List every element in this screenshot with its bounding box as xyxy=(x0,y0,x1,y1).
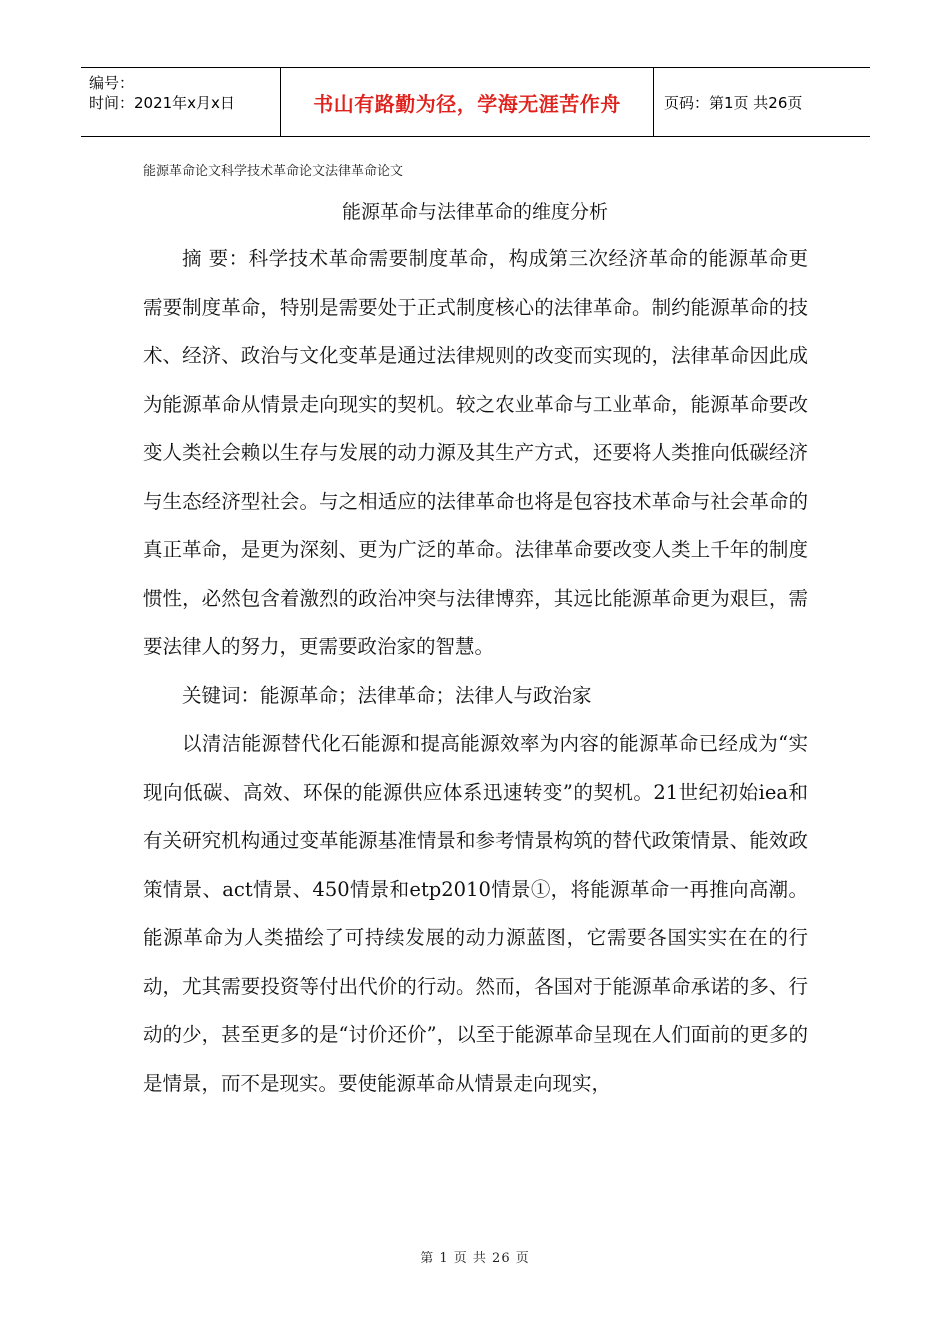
number-label: 编号： xyxy=(89,74,135,92)
keywords-paragraph: 关键词：能源革命；法律革命；法律人与政治家 xyxy=(182,683,592,707)
document-header xyxy=(81,67,870,137)
page-footer: 第 1 页 共 26 页 xyxy=(420,1251,530,1266)
header-page-label: 页码：第1页 共26页 xyxy=(664,93,803,112)
document-body xyxy=(143,235,808,1108)
document-title: 能源革命与法律革命的维度分析 xyxy=(341,201,608,223)
body-paragraph: 以清洁能源替代化石能源和提高能源效率为内容的能源革命已经成为“实现向低碳、高效、环保的能源供应体系迅速转变”的契机。21世纪初始iea和有关研究机构通过变革能源基准情景和参考情景构筑的替代政策情景、能效政策情景、act情景、450情景和etp2010情景①，将能源革命一再推向高潮。能源革命为人类描绘了可持续发展的动力源蓝图，它需要各国实实在在的行动，尤其需要投资等付出代价的行动。然而，各国对于能源革命承诺的多、行动的少，甚至更多的是“讨价还价”，以至于能源革命呈现在人们面前的更多的是情景，而不是现实。要使能源革命从情景走向现实， xyxy=(143,732,808,1095)
header-motto: 书山有路勤为径，学海无涯苦作舟 xyxy=(281,68,654,136)
time-label: 时间：2021年x月x日 xyxy=(89,94,235,112)
header-meta xyxy=(81,68,281,136)
document-tags: 能源革命论文科学技术革命论文法律革命论文 xyxy=(143,164,404,179)
abstract-paragraph: 摘 要：科学技术革命需要制度革命，构成第三次经济革命的能源革命更需要制度革命，特别是需要处于正式制度核心的法律革命。制约能源革命的技术、经济、政治与文化变革是通过法律规则的改变而实现的，法律革命因此成为能源革命从情景走向现实的契机。较之农业革命与工业革命，能源革命要改变人类社会赖以生存与发展的动力源及其生产方式，还要将人类推向低碳经济与生态经济型社会。与之相适应的法律革命也将是包容技术革命与社会革命的真正革命，是更为深刻、更为广泛的革命。法律革命要改变人类上千年的制度惯性，必然包含着激烈的政治冲突与法律博弈，其远比能源革命更为艰巨，需要法律人的努力，更需要政治家的智慧。 xyxy=(143,247,808,658)
